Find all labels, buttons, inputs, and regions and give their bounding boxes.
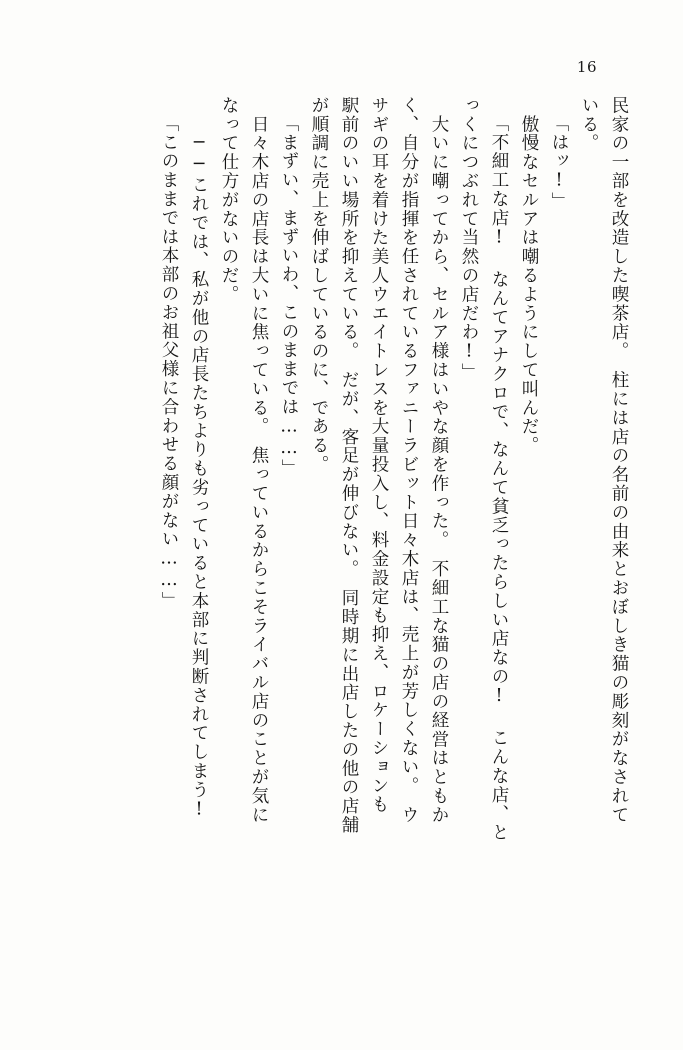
text-line: 「このままでは本部のお祖父様に合わせる顔がない……」: [159, 114, 179, 611]
text-line: が順調に売上を伸ばしているのに、である。: [309, 96, 329, 474]
text-line: 大いに嘲ってから、セルア様はいやな顔を作った。 不細工な猫の店の経営はともか: [429, 96, 449, 825]
text-line: く、自分が指揮を任されているファニーラビット日々木店は、売上が芳しくない。 ウ: [399, 96, 419, 825]
text-line: 日々木店の店長は大いに焦っている。 焦っているからこそライバル店のことが気に: [249, 96, 269, 825]
text-line: 駅前のいい場所を抑えている。 だが、客足が伸びない。 同時期に出店したの他の店舗: [339, 96, 359, 835]
page-number: 16: [576, 58, 597, 76]
text-line: サギの耳を着けた美人ウエイトレスを大量投入し、料金設定も抑え、ロケーションも: [369, 96, 389, 815]
text-line: なって仕方がないのだ。: [219, 96, 239, 304]
text-line: いる。: [579, 96, 599, 153]
text-line: 民家の一部を改造した喫茶店。 柱には店の名前の由来とおぼしき猫の彫刻がなされて: [609, 96, 629, 825]
text-line: 傲慢なセルアは嘲るようにして叫んだ。: [519, 96, 539, 456]
page-footer-margin: [0, 980, 683, 1050]
text-line: 「まずい、まずいわ、このままでは……」: [279, 114, 299, 479]
text-line: っくにつぶれて当然の店だわ!」: [459, 96, 479, 382]
text-line: 「不細工な店! なんてアナクロで、なんて貧乏ったらしい店なの! こんな店、と: [489, 114, 509, 843]
vertical-text-block: [56, 96, 627, 932]
text-line: 「はッ!」: [549, 114, 569, 211]
text-line: ──これでは、私が他の店長たちよりも劣っていると本部に判断されてしまう!: [189, 114, 209, 821]
